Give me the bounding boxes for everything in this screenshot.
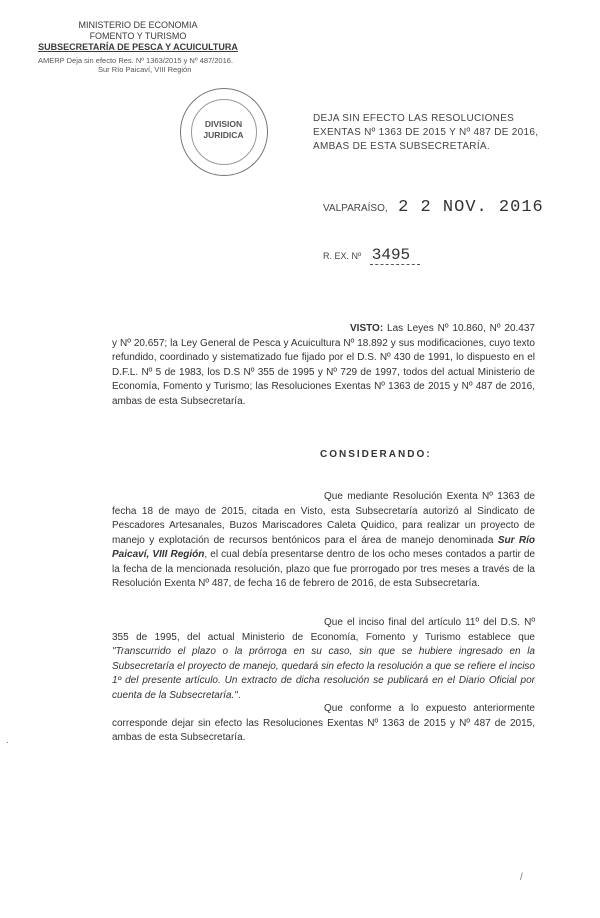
visto-lead: VISTO: bbox=[350, 323, 384, 334]
date-label: VALPARAÍSO, bbox=[323, 203, 388, 214]
p1-text-c: , el cual debía presentarse dentro de los ocho meses contados a partir de la fecha de la mencionada resolución, plazo que fue prorrogado por tres meses a través de la Resolución Exenta Nº 487, de fecha 16 de febrero de 2016, de esta Subsecretaría. bbox=[112, 549, 536, 589]
subsecretaria-name: SUBSECRETARÍA DE PESCA Y ACUICULTURA bbox=[38, 42, 238, 52]
p1-text-a: Que mediante Resolución Exenta Nº 1363 de fecha 18 de mayo de 2015, citada en Visto, esta Subsecretaría autorizó al Sindicato de Pescadores Artesanales, Buzos Mariscadores Caleta Quidico, para realizar un proyecto de manejo y explotación de recursos bentónicos para el área de manejo denominada bbox=[112, 491, 535, 546]
considerando-heading: CONSIDERANDO: bbox=[320, 449, 432, 460]
division-juridica-seal bbox=[180, 88, 268, 176]
bottom-right-mark: / bbox=[520, 872, 523, 883]
visto-text: Las Leyes Nº 10.860, Nº 20.437 y Nº 20.657; la Ley General de Pesca y Acuicultura Nº 18.892 y sus modificaciones, cuyo texto refundido, coordinado y sistematizado fue fijado por el D.S. Nº 430 de 1991, lo dispuesto en el D.F.L. Nº 5 de 1983, los D.S Nº 355 de 1995 y Nº 729 de 1997, todos del actual Ministerio de Economía, Fomento y Turismo; las Resoluciones Exentas Nº 1363 de 2015 y Nº 487 de 2016, ambas de esta Subsecretaría. bbox=[112, 323, 535, 407]
considerando-paragraph-2 bbox=[112, 616, 535, 703]
seal-label bbox=[181, 119, 266, 141]
ministry-name-2: FOMENTO Y TURISMO bbox=[89, 31, 187, 41]
resolution-number-line bbox=[323, 246, 523, 264]
considerando-paragraph-1 bbox=[112, 490, 535, 592]
p2-text-c: . bbox=[237, 689, 241, 701]
seal-line-1: DIVISION bbox=[204, 119, 243, 129]
reference-line-1: AMERP Deja sin efecto Res. Nº 1363/2015 y Nº 487/2016. bbox=[38, 56, 234, 65]
ministry-name: MINISTERIO DE ECONOMIA bbox=[78, 20, 198, 30]
date-line bbox=[323, 198, 553, 217]
visto-paragraph bbox=[112, 322, 535, 409]
left-margin-mark: . bbox=[6, 735, 9, 746]
p2-text-a: Que el inciso final del artículo 11º del D.S. Nº 355 de 1995, del actual Ministerio de Economía, Fomento y Turismo establece que bbox=[112, 617, 535, 643]
reference-line-2: Sur Río Paicaví, VIII Región bbox=[98, 65, 192, 74]
seal-line-2: JURIDICA bbox=[203, 130, 244, 140]
p2-quote: "Transcurrido el plazo o la prórroga en su caso, sin que se hubiere ingresado en la Subsecretaría el proyecto de manejo, quedará sin efecto la resolución a que se refiere el inciso 1º del presente artículo. Un extracto de dicha resolución se publicará en el Diario Oficial por cuenta de la Subsecretaría." bbox=[112, 646, 535, 701]
date-value: 2 2 NOV. 2016 bbox=[398, 198, 544, 217]
reference-block bbox=[38, 56, 278, 74]
resolution-label: R. EX. Nº bbox=[323, 251, 362, 261]
considerando-paragraph-3: Que conforme a lo expuesto anteriormente corresponde dejar sin efecto las Resoluciones Exentas Nº 1363 de 2015 y Nº 487 de 2015, ambas de esta Subsecretaría. bbox=[112, 703, 535, 743]
letterhead bbox=[38, 20, 238, 53]
p1-area-name: Sur Río Paicaví, VIII Región bbox=[112, 534, 536, 560]
resolution-number: 3495 bbox=[370, 246, 420, 265]
resolution-summary: DEJA SIN EFECTO LAS RESOLUCIONES EXENTAS Nº 1363 DE 2015 Y Nº 487 DE 2016, AMBAS DE ESTA SUBSECRETARÍA. bbox=[313, 113, 539, 152]
